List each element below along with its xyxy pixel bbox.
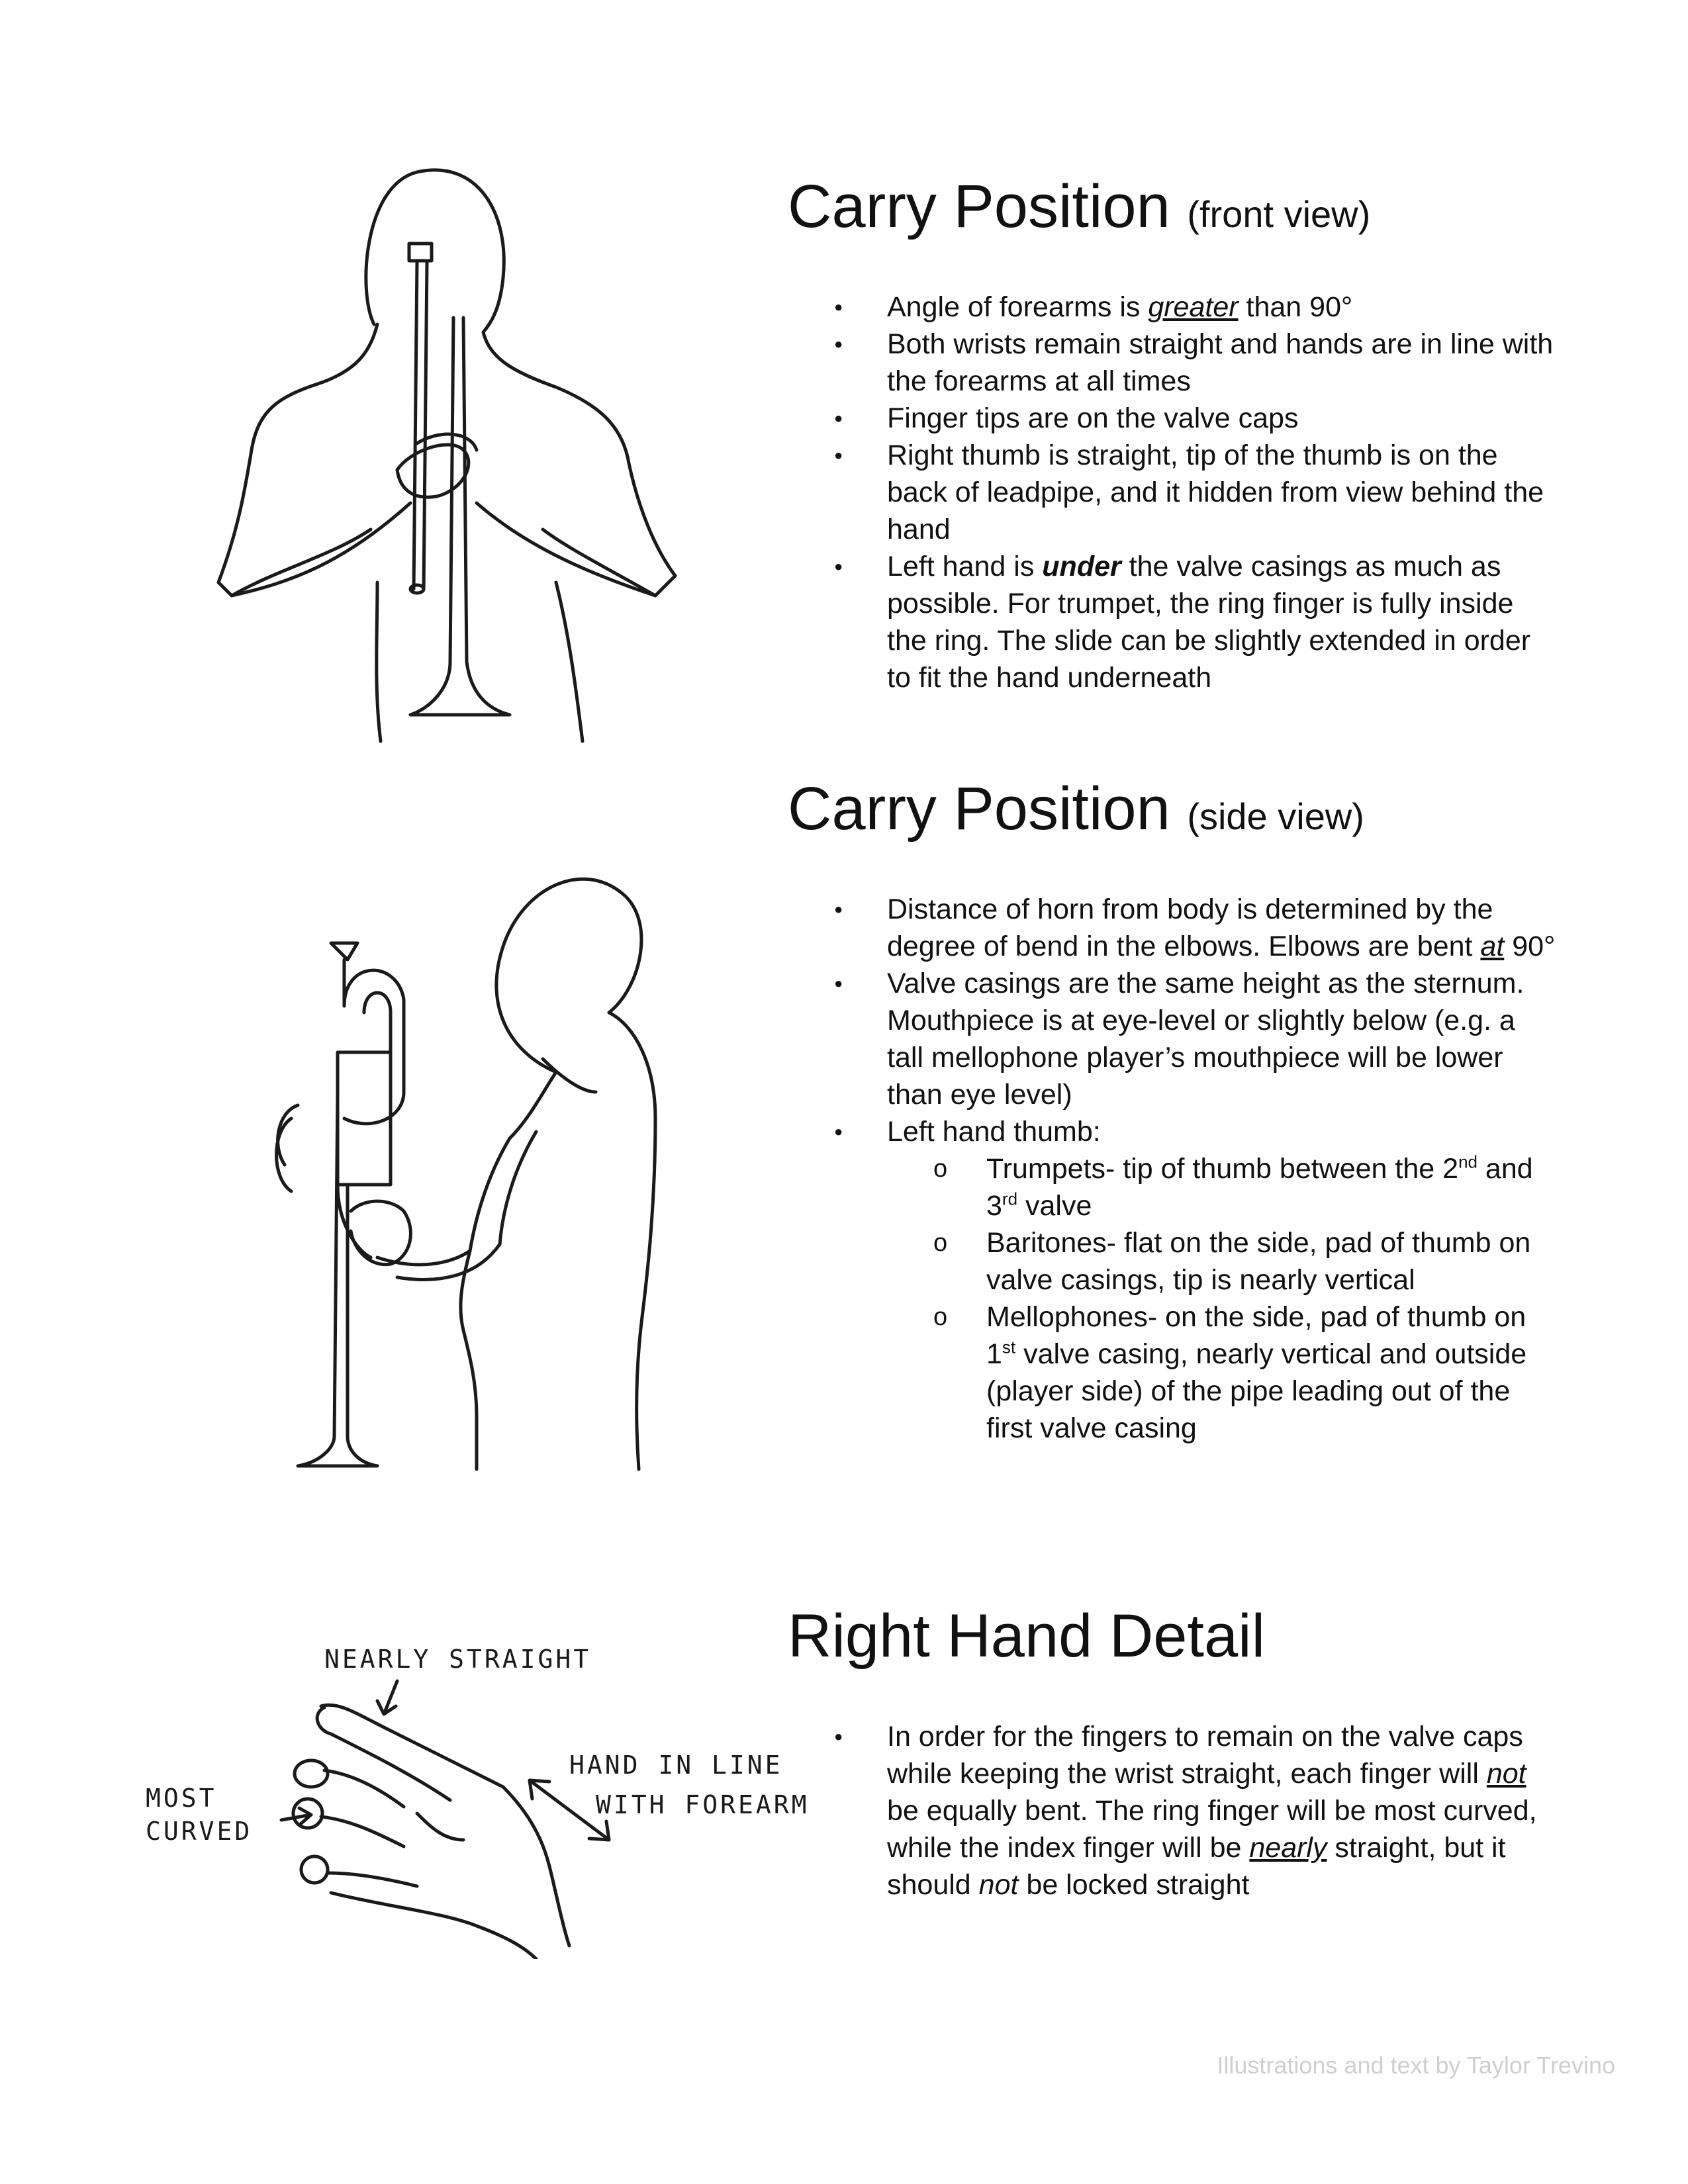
emphasis-text: st bbox=[1002, 1337, 1016, 1357]
heading-subtitle: (side view) bbox=[1187, 796, 1364, 837]
text-run: and 3 bbox=[986, 1152, 1533, 1222]
label-with-forearm: WITH FOREARM bbox=[596, 1790, 810, 1819]
text-run: straight, but it should bbox=[887, 1831, 1506, 1901]
text-run: be locked straight bbox=[1018, 1868, 1250, 1901]
right-hand-drawing bbox=[132, 1615, 821, 1959]
text-run: be equally bent. The ring finger will be most curved, while the index finger will be bbox=[887, 1794, 1537, 1864]
section-heading bbox=[788, 774, 1556, 844]
section-right-hand bbox=[788, 1602, 1556, 1903]
sub-bullet-item bbox=[887, 1150, 1556, 1224]
heading-title: Carry Position bbox=[788, 173, 1170, 240]
bullet-item bbox=[788, 548, 1556, 696]
sub-bullet-item bbox=[887, 1298, 1556, 1447]
text-run: Baritones- flat on the side, pad of thumb on valve casings, tip is nearly vertical bbox=[986, 1226, 1531, 1296]
bullet-item bbox=[788, 891, 1556, 965]
bullet-item bbox=[788, 289, 1556, 326]
text-run: Both wrists remain straight and hands are in line with the forearms at all times bbox=[887, 328, 1554, 397]
emphasis-text: greater bbox=[1148, 291, 1239, 323]
footer-credit: Illustrations and text by Taylor Trevino bbox=[1217, 2052, 1615, 2079]
trumpet-player-side-drawing bbox=[199, 854, 741, 1476]
side-view-illustration bbox=[199, 854, 741, 1476]
sub-bullet-item bbox=[887, 1224, 1556, 1298]
text-run: valve bbox=[1017, 1189, 1092, 1222]
emphasis-text: nearly bbox=[1249, 1831, 1327, 1864]
section-heading bbox=[788, 1602, 1556, 1672]
label-curved: CURVED bbox=[146, 1817, 253, 1846]
arrow-nearly-straight bbox=[377, 1681, 397, 1714]
text-run: Left hand is bbox=[887, 550, 1043, 582]
text-run: the valve casings as much as possible. For trumpet, the ring finger is fully inside the ring. The slide can be slightly extended in order to fit the hand underneath bbox=[887, 550, 1531, 694]
bullet-item bbox=[788, 400, 1556, 437]
text-run: Trumpets- tip of thumb between the 2 bbox=[986, 1152, 1459, 1185]
sub-bullet-list bbox=[887, 1150, 1556, 1447]
emphasis-text: rd bbox=[1002, 1189, 1018, 1209]
text-run: Finger tips are on the valve caps bbox=[887, 402, 1299, 434]
text-run: Mellophones- on the side, pad of thumb on 1 bbox=[986, 1300, 1526, 1370]
text-run: 90° bbox=[1504, 930, 1556, 962]
bullet-list bbox=[788, 1718, 1556, 1903]
text-run: Right thumb is straight, tip of the thumb is on the back of leadpipe, and it hidden from view behind the hand bbox=[887, 439, 1544, 545]
right-hand-illustration bbox=[132, 1615, 821, 1959]
front-view-illustration bbox=[199, 159, 741, 754]
text-run: In order for the fingers to remain on the valve caps while keeping the wrist straight, each finger will bbox=[887, 1720, 1523, 1790]
bullet-item bbox=[788, 965, 1556, 1113]
bullet-item bbox=[788, 437, 1556, 548]
bullet-item bbox=[788, 326, 1556, 400]
text-run: Angle of forearms is bbox=[887, 291, 1149, 323]
bullet-item bbox=[788, 1113, 1556, 1447]
heading-title: Carry Position bbox=[788, 775, 1170, 842]
text-run: Distance of horn from body is determined by the degree of bend in the elbows. Elbows are bent bbox=[887, 893, 1493, 962]
text-run: valve casing, nearly vertical and outside (player side) of the pipe leading out of the first valve casing bbox=[986, 1338, 1527, 1444]
text-run: than 90° bbox=[1238, 291, 1353, 323]
bullet-item bbox=[788, 1718, 1556, 1903]
label-nearly-straight: NEARLY STRAIGHT bbox=[324, 1645, 592, 1674]
bullet-list bbox=[788, 289, 1556, 696]
bullet-list bbox=[788, 891, 1556, 1447]
section-front-view bbox=[788, 172, 1556, 696]
heading-subtitle: (front view) bbox=[1187, 193, 1371, 235]
section-heading bbox=[788, 172, 1556, 242]
section-side-view bbox=[788, 774, 1556, 1447]
text-run: Valve casings are the same height as the sternum. Mouthpiece is at eye-level or slightly below (e.g. a tall mellophone player’s mouthpiece will be lower than eye level) bbox=[887, 967, 1524, 1111]
emphasis-text: at bbox=[1480, 930, 1505, 962]
trumpet-player-front-drawing bbox=[199, 159, 741, 754]
emphasis-text: not bbox=[1486, 1757, 1526, 1790]
emphasis-text: nd bbox=[1458, 1152, 1477, 1172]
label-hand-in-line: HAND IN LINE bbox=[569, 1751, 783, 1780]
text-run: Left hand thumb: bbox=[887, 1115, 1101, 1148]
label-most: MOST bbox=[146, 1784, 217, 1813]
heading-title: Right Hand Detail bbox=[788, 1602, 1266, 1670]
emphasis-text: not bbox=[978, 1868, 1019, 1901]
emphasis-text: under bbox=[1042, 550, 1121, 582]
